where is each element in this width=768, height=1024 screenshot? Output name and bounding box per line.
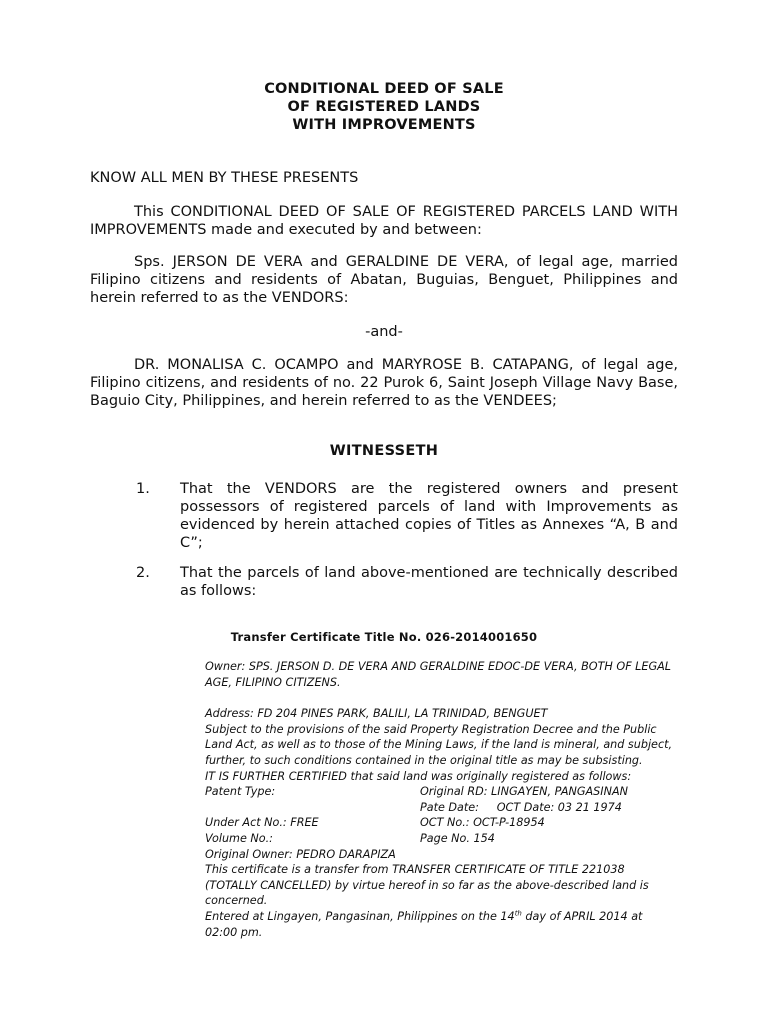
row-act [205, 815, 675, 831]
under-act: Under Act No.: FREE [205, 816, 319, 830]
certificate-transfer: This certificate is a transfer from TRANSFER CERTIFICATE OF TITLE 221038 (TOTALLY CANCELLED) by virtue hereof in so far as the above-described land is concerned. [205, 863, 649, 908]
certificate-heading: Transfer Certificate Title No. 026-2014001650 [230, 630, 538, 644]
row-dates [205, 800, 675, 816]
and-separator: -and- [365, 324, 403, 340]
dates [420, 800, 675, 816]
certificate-further: IT IS FURTHER CERTIFIED that said land was originally registered as follows: [205, 769, 632, 783]
title-line-3: WITH IMPROVEMENTS [292, 117, 476, 133]
item-text-1: That the VENDORS are the registered owners and present possessors of registered parcels of land with Improvements as evidenced by herein attached copies of Titles as Annexes “A, B and C”; [180, 481, 678, 551]
certificate-details [205, 659, 675, 940]
paragraph-vendees: DR. MONALISA C. OCAMPO and MARYROSE B. CATAPANG, of legal age, Filipino citizens, and residents of no. 22 Purok 6, Saint Joseph Village Navy Base, Baguio City, Philippines, and herein referred to as the VENDEES; [90, 357, 678, 409]
entered-part-b: day of APRIL 2014 at 02:00 pm. [205, 909, 643, 939]
paragraph-vendors: Sps. JERSON DE VERA and GERALDINE DE VERA, of legal age, married Filipino citizens and residents of Abatan, Buguias, Benguet, Philippines and herein referred to as the VENDORS: [90, 254, 678, 306]
item-number-1: 1. [136, 481, 150, 497]
original-rd: Original RD: LINGAYEN, PANGASINAN [420, 785, 628, 799]
title-line-1: CONDITIONAL DEED OF SALE [264, 81, 504, 97]
intro-line: KNOW ALL MEN BY THESE PRESENTS [90, 170, 359, 186]
witnesseth-heading: WITNESSETH [329, 443, 439, 459]
paragraph-deed-description: This CONDITIONAL DEED OF SALE OF REGISTERED PARCELS LAND WITH IMPROVEMENTS made and executed by and between: [90, 204, 678, 238]
item-number-2: 2. [136, 565, 150, 581]
oct-date: OCT Date: 03 21 1974 [496, 800, 622, 814]
item-text-2: That the parcels of land above-mentioned are technically described as follows: [180, 565, 678, 599]
certificate-address: Address: FD 204 PINES PARK, BALILI, LA TRINIDAD, BENGUET [205, 707, 548, 721]
pate-date: Pate Date: [420, 800, 479, 814]
entered-superscript: th [514, 909, 522, 918]
volume-no: Volume No.: [205, 831, 273, 845]
certificate-subject: Subject to the provisions of the said Property Registration Decree and the Public Land Act, as well as to those of the Mining Laws, if the land is mineral, and subject, further, to such conditions contained in the original title as may be subsisting. [205, 722, 673, 767]
document-title [0, 80, 768, 134]
certificate-owner: Owner: SPS. JERSON D. DE VERA AND GERALDINE EDOC-DE VERA, BOTH OF LEGAL AGE, FILIPINO CITIZENS. [205, 660, 672, 689]
title-line-2: OF REGISTERED LANDS [287, 99, 481, 115]
original-owner: Original Owner: PEDRO DARAPIZA [205, 847, 396, 861]
patent-type: Patent Type: [205, 785, 276, 799]
row-volume [205, 831, 675, 847]
oct-no: OCT No.: OCT-P-18954 [420, 816, 545, 830]
page-no: Page No. 154 [420, 831, 495, 845]
entered-part-a: Entered at Lingayen, Pangasinan, Philippines on the 14 [205, 909, 515, 923]
row-patent [205, 784, 675, 800]
certificate-entered [205, 909, 675, 940]
